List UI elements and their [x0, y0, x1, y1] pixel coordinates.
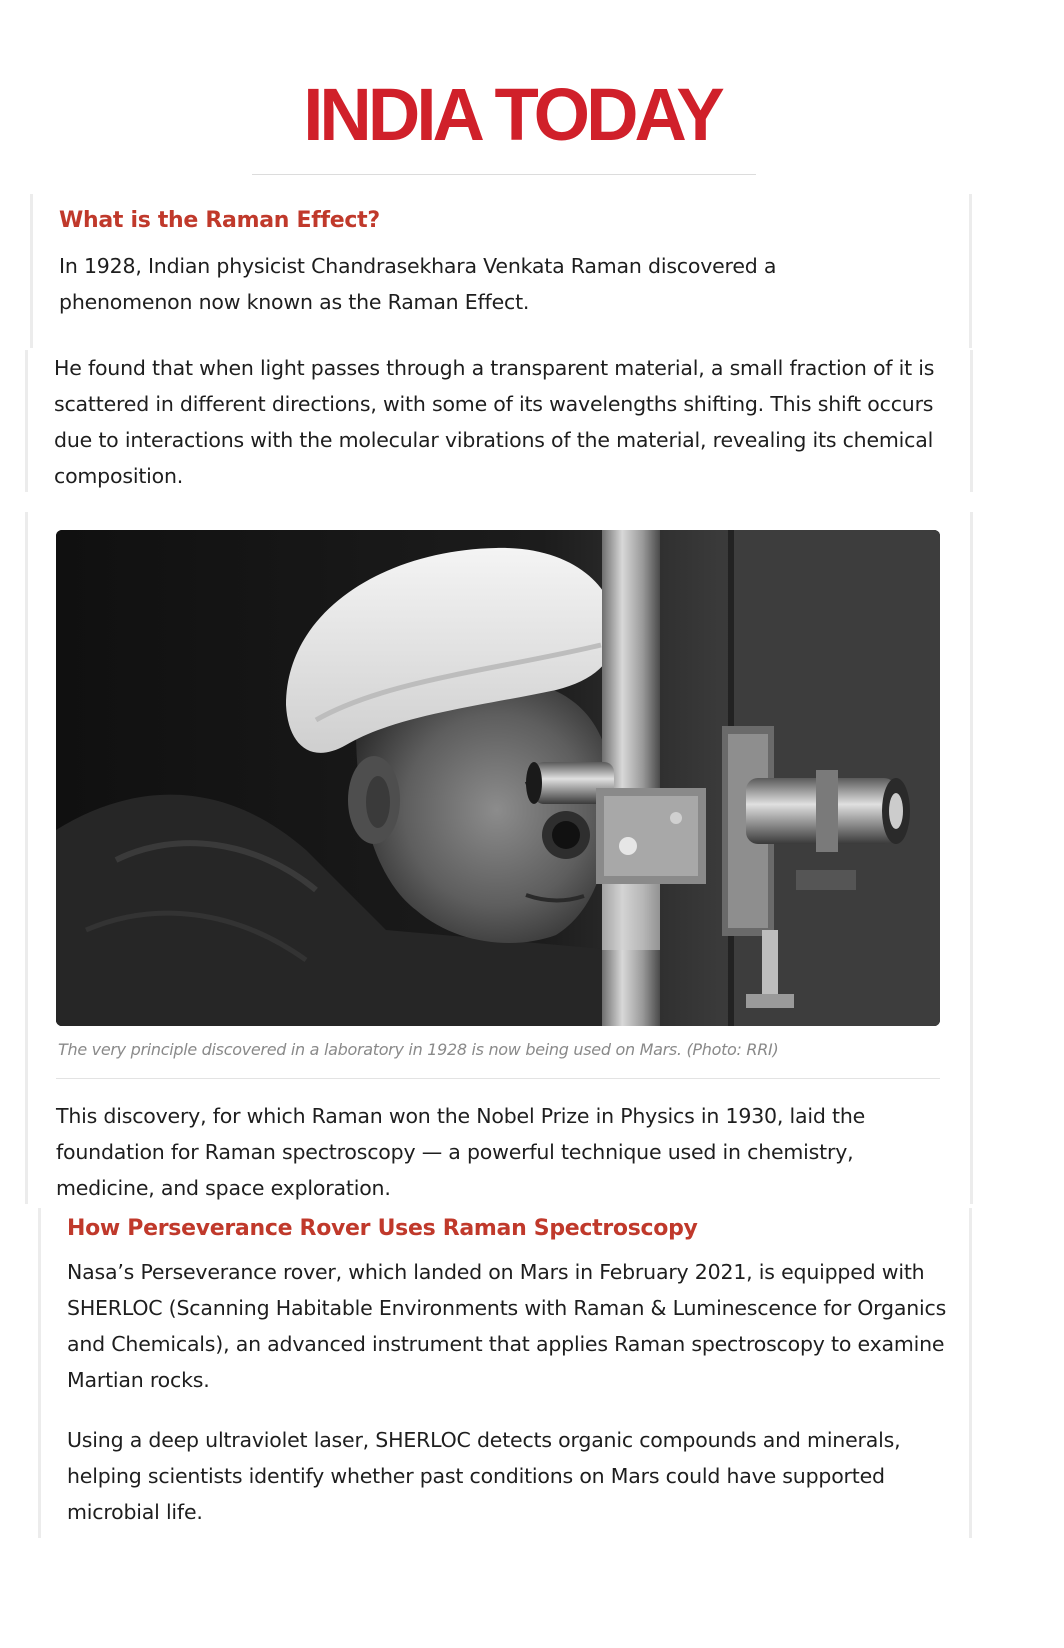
section-heading-raman-effect: What is the Raman Effect? [59, 208, 380, 233]
section-heading-perseverance: How Perseverance Rover Uses Raman Spectroscopy [67, 1216, 698, 1241]
article-paragraph: This discovery, for which Raman won the Nobel Prize in Physics in 1930, laid the foundation for Raman spectroscopy — a powerful technique used in chemistry, medicine, and space exploration. [56, 1104, 866, 1200]
caption-divider [56, 1078, 940, 1079]
article-paragraph: In 1928, Indian physicist Chandrasekhara Venkata Raman discovered a phenomenon now known as the Raman Effect. [59, 254, 777, 314]
article-card-explanation [25, 350, 973, 492]
masthead-divider [252, 174, 756, 175]
article-paragraph: Nasa’s Perseverance rover, which landed on Mars in February 2021, is equipped with SHERLOC (Scanning Habitable Environments with Raman & Luminescence for Organics and Chemicals), an advanced instrument that applies Raman spectroscopy to examine Martian rocks. [67, 1260, 947, 1392]
article-paragraph: He found that when light passes through a transparent material, a small fraction of it is scattered in different directions, with some of its wavelengths shifting. This shift occurs due to interactions with the molecular vibrations of the material, revealing its chemical composition. [54, 356, 935, 488]
article-paragraph: Using a deep ultraviolet laser, SHERLOC detects organic compounds and minerals, helping scientists identify whether past conditions on Mars could have supported microbial life. [67, 1428, 901, 1524]
photo-illustration [56, 530, 940, 1026]
article-card-perseverance [38, 1208, 972, 1538]
article-card-intro [30, 194, 972, 348]
photo-caption: The very principle discovered in a laboratory in 1928 is now being used on Mars. (Photo: RRI) [58, 1040, 779, 1059]
india-today-logo[interactable]: INDIA TODAY [303, 73, 721, 156]
raman-spectroscope-photo [56, 530, 940, 1026]
